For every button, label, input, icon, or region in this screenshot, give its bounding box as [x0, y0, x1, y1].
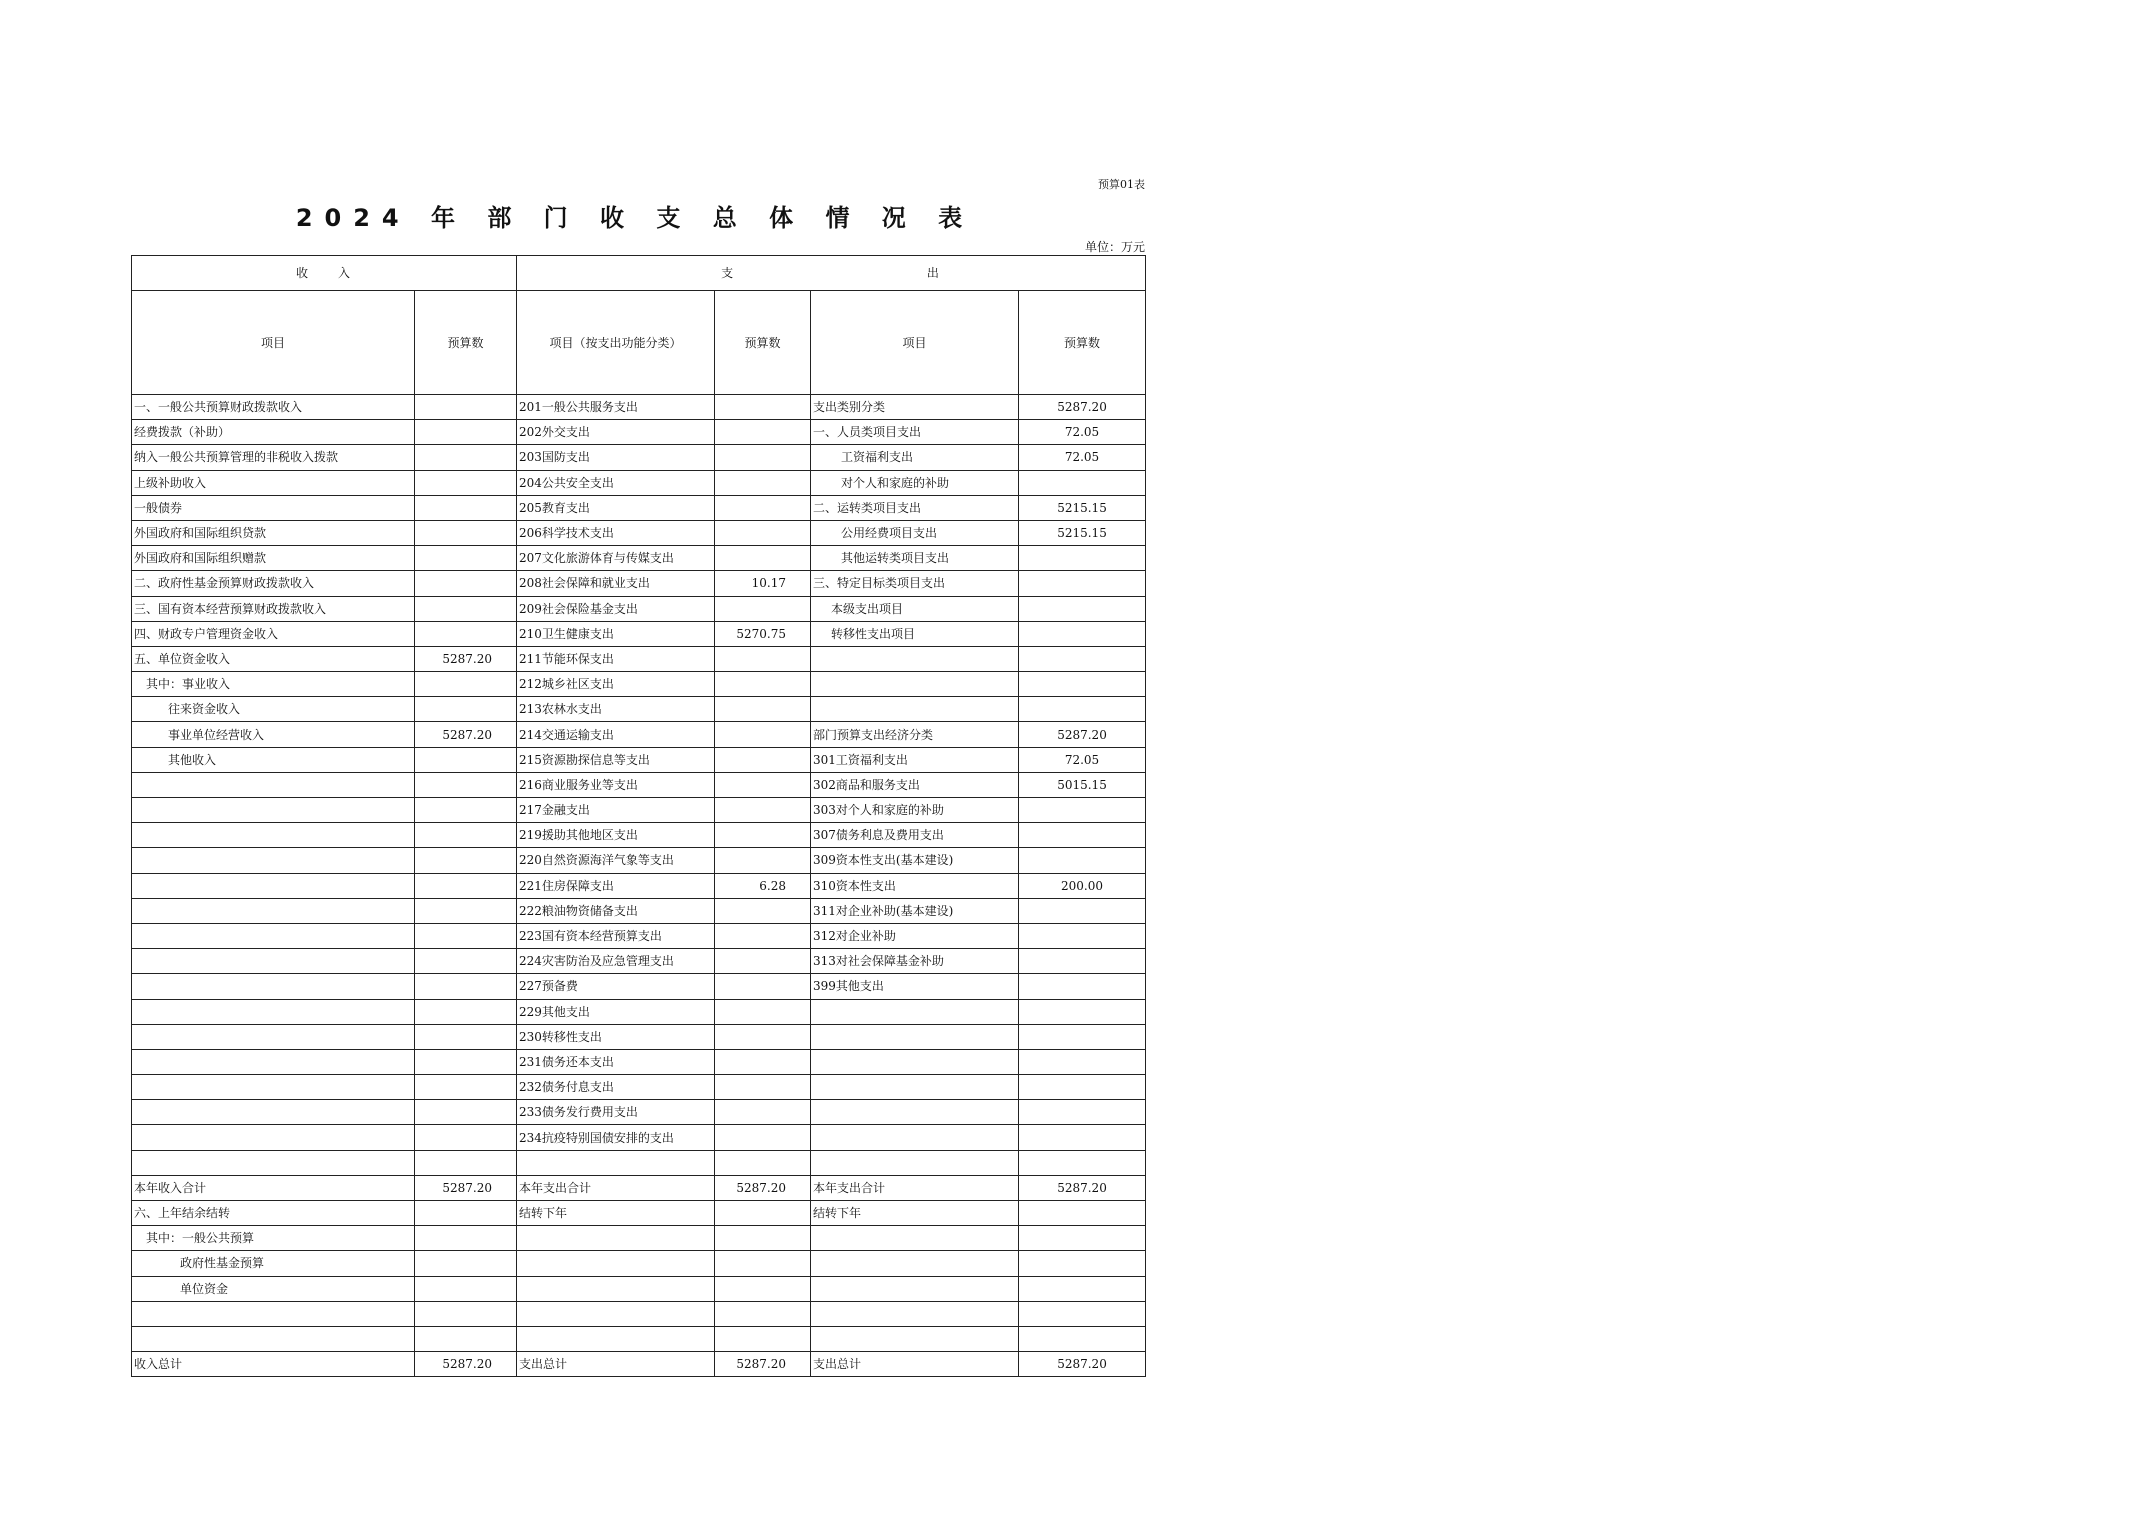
item-cell: 工资福利支出 [811, 445, 1019, 470]
budget-cell [1019, 672, 1146, 697]
unit-label: 单位：万元 [1084, 240, 1145, 254]
budget-cell [415, 747, 517, 772]
budget-cell [1019, 949, 1146, 974]
budget-cell: 5287.20 [415, 722, 517, 747]
budget-cell [415, 1276, 517, 1301]
item-cell: 222粮油物资储备支出 [517, 898, 715, 923]
item-cell: 224灾害防治及应急管理支出 [517, 949, 715, 974]
item-cell: 205教育支出 [517, 495, 715, 520]
item-cell: 207文化旅游体育与传媒支出 [517, 546, 715, 571]
item-cell: 纳入一般公共预算管理的非税收入拨款 [132, 445, 415, 470]
budget-cell [415, 1024, 517, 1049]
item-cell: 227预备费 [517, 974, 715, 999]
expense-header-left: 支 [721, 266, 736, 280]
item-cell [811, 1226, 1019, 1251]
budget-cell [1019, 1301, 1146, 1326]
item-cell: 四、财政专户管理资金收入 [132, 621, 415, 646]
item-cell: 支出总计 [811, 1352, 1019, 1377]
item-cell: 303对个人和家庭的补助 [811, 798, 1019, 823]
budget-cell [715, 1075, 811, 1100]
item-cell: 公用经费项目支出 [811, 520, 1019, 545]
item-cell: 310资本性支出 [811, 873, 1019, 898]
budget-cell: 200.00 [1019, 873, 1146, 898]
budget-cell [415, 1075, 517, 1100]
item-cell [517, 1326, 715, 1351]
budget-cell [1019, 1326, 1146, 1351]
budget-cell [715, 974, 811, 999]
item-cell: 221住房保障支出 [517, 873, 715, 898]
budget-cell [415, 495, 517, 520]
item-cell: 201一般公共服务支出 [517, 395, 715, 420]
item-cell [132, 949, 415, 974]
item-cell: 外国政府和国际组织贷款 [132, 520, 415, 545]
item-cell: 313对社会保障基金补助 [811, 949, 1019, 974]
table-row [132, 823, 1146, 848]
budget-cell [1019, 1100, 1146, 1125]
item-cell [132, 974, 415, 999]
budget-cell [1019, 621, 1146, 646]
budget-cell [715, 1024, 811, 1049]
budget-cell: 5287.20 [1019, 722, 1146, 747]
budget-cell: 72.05 [1019, 747, 1146, 772]
budget-cell [715, 1201, 811, 1226]
budget-cell [1019, 1150, 1146, 1175]
budget-cell [715, 646, 811, 671]
item-cell: 一般债券 [132, 495, 415, 520]
item-cell: 结转下年 [811, 1201, 1019, 1226]
table-row [132, 445, 1146, 470]
budget-cell [715, 470, 811, 495]
budget-cell [1019, 898, 1146, 923]
item-cell: 支出类别分类 [811, 395, 1019, 420]
budget-cell [715, 1125, 811, 1150]
table-row [132, 596, 1146, 621]
budget-cell [715, 1301, 811, 1326]
budget-cell: 5270.75 [715, 621, 811, 646]
table-row [132, 1175, 1146, 1200]
budget-cell [415, 571, 517, 596]
item-cell: 结转下年 [517, 1201, 715, 1226]
budget-cell [715, 898, 811, 923]
item-cell: 206科学技术支出 [517, 520, 715, 545]
item-cell [132, 848, 415, 873]
item-cell: 209社会保险基金支出 [517, 596, 715, 621]
item-cell: 六、上年结余结转 [132, 1201, 415, 1226]
budget-cell [1019, 470, 1146, 495]
item-cell [811, 1049, 1019, 1074]
item-cell [132, 999, 415, 1024]
item-cell [811, 697, 1019, 722]
budget-cell [415, 520, 517, 545]
budget-cell [1019, 848, 1146, 873]
item-cell: 220自然资源海洋气象等支出 [517, 848, 715, 873]
budget-cell [415, 848, 517, 873]
item-cell: 210卫生健康支出 [517, 621, 715, 646]
table-row [132, 697, 1146, 722]
table-code: 预算01表 [1098, 178, 1145, 191]
item-cell: 三、国有资本经营预算财政拨款收入 [132, 596, 415, 621]
item-cell: 二、运转类项目支出 [811, 495, 1019, 520]
budget-cell [415, 823, 517, 848]
table-row [132, 420, 1146, 445]
table-row [132, 1251, 1146, 1276]
item-cell [811, 646, 1019, 671]
budget-table [131, 255, 1146, 1377]
budget-cell [715, 672, 811, 697]
expense-header-right: 出 [926, 266, 941, 280]
item-cell [132, 1049, 415, 1074]
item-cell [811, 999, 1019, 1024]
budget-cell [715, 1326, 811, 1351]
budget-cell: 5287.20 [415, 1352, 517, 1377]
budget-cell [715, 823, 811, 848]
budget-cell [1019, 798, 1146, 823]
item-cell [132, 798, 415, 823]
item-cell: 外国政府和国际组织赠款 [132, 546, 415, 571]
item-cell: 309资本性支出(基本建设) [811, 848, 1019, 873]
budget-cell [415, 873, 517, 898]
col-header-budget: 预算数 [415, 291, 517, 395]
item-cell: 219援助其他地区支出 [517, 823, 715, 848]
budget-cell: 5215.15 [1019, 520, 1146, 545]
item-cell: 本年支出合计 [811, 1175, 1019, 1200]
budget-cell [1019, 1201, 1146, 1226]
table-row [132, 1201, 1146, 1226]
table-row [132, 848, 1146, 873]
budget-cell [715, 1150, 811, 1175]
item-cell [811, 1125, 1019, 1150]
table-row [132, 1125, 1146, 1150]
budget-cell [415, 974, 517, 999]
budget-cell [415, 621, 517, 646]
item-cell: 214交通运输支出 [517, 722, 715, 747]
budget-cell [1019, 646, 1146, 671]
item-cell: 本年收入合计 [132, 1175, 415, 1200]
item-cell: 211节能环保支出 [517, 646, 715, 671]
budget-cell [715, 1100, 811, 1125]
budget-cell [715, 546, 811, 571]
item-cell [811, 1024, 1019, 1049]
item-cell: 202外交支出 [517, 420, 715, 445]
budget-cell [415, 898, 517, 923]
item-cell: 208社会保障和就业支出 [517, 571, 715, 596]
item-cell [132, 923, 415, 948]
item-cell: 单位资金 [132, 1276, 415, 1301]
budget-cell [415, 1125, 517, 1150]
table-row [132, 949, 1146, 974]
table-row [132, 873, 1146, 898]
budget-cell [415, 798, 517, 823]
table-row [132, 1100, 1146, 1125]
table-row [132, 395, 1146, 420]
item-cell: 一、一般公共预算财政拨款收入 [132, 395, 415, 420]
col-header-func-item: 项目（按支出功能分类） [517, 291, 715, 395]
item-cell [811, 1276, 1019, 1301]
item-cell: 五、单位资金收入 [132, 646, 415, 671]
item-cell: 其他运转类项目支出 [811, 546, 1019, 571]
budget-cell [415, 672, 517, 697]
item-cell [132, 1150, 415, 1175]
item-cell: 对个人和家庭的补助 [811, 470, 1019, 495]
budget-cell: 5287.20 [715, 1352, 811, 1377]
budget-cell [415, 999, 517, 1024]
budget-cell [715, 395, 811, 420]
item-cell: 307债务利息及费用支出 [811, 823, 1019, 848]
item-cell: 本年支出合计 [517, 1175, 715, 1200]
table-row [132, 672, 1146, 697]
budget-cell [415, 1201, 517, 1226]
item-cell: 其他收入 [132, 747, 415, 772]
table-row [132, 999, 1146, 1024]
budget-cell [715, 949, 811, 974]
item-cell: 其中：事业收入 [132, 672, 415, 697]
table-row [132, 772, 1146, 797]
item-cell: 一、人员类项目支出 [811, 420, 1019, 445]
item-cell: 215资源勘探信息等支出 [517, 747, 715, 772]
item-cell [132, 1075, 415, 1100]
budget-cell [715, 596, 811, 621]
budget-cell [1019, 823, 1146, 848]
budget-cell [715, 722, 811, 747]
table-row [132, 571, 1146, 596]
budget-cell [1019, 571, 1146, 596]
table-row [132, 1226, 1146, 1251]
table-row [132, 1049, 1146, 1074]
table-row [132, 722, 1146, 747]
col-header-item3: 项目 [811, 291, 1019, 395]
item-cell: 政府性基金预算 [132, 1251, 415, 1276]
table-row [132, 1352, 1146, 1377]
item-cell [811, 1150, 1019, 1175]
table-row [132, 495, 1146, 520]
table-row [132, 546, 1146, 571]
item-cell: 本级支出项目 [811, 596, 1019, 621]
item-cell: 233债务发行费用支出 [517, 1100, 715, 1125]
item-cell: 312对企业补助 [811, 923, 1019, 948]
item-cell: 223国有资本经营预算支出 [517, 923, 715, 948]
budget-cell [415, 1226, 517, 1251]
budget-cell [715, 520, 811, 545]
budget-cell [415, 923, 517, 948]
item-cell [132, 1024, 415, 1049]
item-cell [811, 1075, 1019, 1100]
budget-cell [1019, 1049, 1146, 1074]
item-cell [132, 898, 415, 923]
table-row [132, 1301, 1146, 1326]
table-row [132, 747, 1146, 772]
table-row [132, 621, 1146, 646]
budget-cell [1019, 697, 1146, 722]
budget-cell [715, 923, 811, 948]
item-cell: 收入总计 [132, 1352, 415, 1377]
budget-cell: 5287.20 [1019, 395, 1146, 420]
budget-cell [415, 596, 517, 621]
item-cell [811, 672, 1019, 697]
budget-cell [1019, 546, 1146, 571]
item-cell: 231债务还本支出 [517, 1049, 715, 1074]
item-cell: 上级补助收入 [132, 470, 415, 495]
budget-cell [1019, 1125, 1146, 1150]
item-cell: 212城乡社区支出 [517, 672, 715, 697]
budget-cell [715, 445, 811, 470]
budget-cell [1019, 1024, 1146, 1049]
item-cell: 部门预算支出经济分类 [811, 722, 1019, 747]
item-cell: 其中：一般公共预算 [132, 1226, 415, 1251]
table-row [132, 923, 1146, 948]
item-cell [517, 1150, 715, 1175]
item-cell: 213农林水支出 [517, 697, 715, 722]
table-row [132, 1326, 1146, 1351]
budget-cell [715, 1276, 811, 1301]
item-cell: 232债务付息支出 [517, 1075, 715, 1100]
budget-cell [1019, 923, 1146, 948]
budget-cell [415, 1150, 517, 1175]
budget-cell: 72.05 [1019, 445, 1146, 470]
budget-cell [415, 1049, 517, 1074]
table-row [132, 1276, 1146, 1301]
header-row-2 [132, 291, 1146, 395]
item-cell [811, 1251, 1019, 1276]
item-cell: 支出总计 [517, 1352, 715, 1377]
budget-cell [1019, 1075, 1146, 1100]
budget-cell [715, 798, 811, 823]
budget-cell [715, 1251, 811, 1276]
item-cell [132, 772, 415, 797]
budget-cell [715, 772, 811, 797]
budget-cell: 5287.20 [415, 1175, 517, 1200]
item-cell: 230转移性支出 [517, 1024, 715, 1049]
budget-cell: 6.28 [715, 873, 811, 898]
table-row [132, 798, 1146, 823]
budget-cell [715, 420, 811, 445]
item-cell [132, 1100, 415, 1125]
item-cell: 217金融支出 [517, 798, 715, 823]
item-cell [811, 1100, 1019, 1125]
budget-cell: 10.17 [715, 571, 811, 596]
budget-cell: 5287.20 [1019, 1352, 1146, 1377]
budget-cell [715, 697, 811, 722]
budget-cell [1019, 974, 1146, 999]
income-header: 收 入 [132, 256, 517, 291]
budget-cell [415, 420, 517, 445]
budget-cell [415, 546, 517, 571]
item-cell: 204公共安全支出 [517, 470, 715, 495]
table-row [132, 1024, 1146, 1049]
budget-cell [715, 848, 811, 873]
item-cell [517, 1276, 715, 1301]
budget-cell [1019, 1251, 1146, 1276]
budget-cell: 5215.15 [1019, 495, 1146, 520]
col-header-budget3: 预算数 [1019, 291, 1146, 395]
item-cell: 事业单位经营收入 [132, 722, 415, 747]
item-cell: 229其他支出 [517, 999, 715, 1024]
budget-cell [415, 1301, 517, 1326]
budget-cell [415, 470, 517, 495]
budget-cell: 5287.20 [715, 1175, 811, 1200]
header-row-1 [132, 256, 1146, 291]
item-cell: 301工资福利支出 [811, 747, 1019, 772]
item-cell: 234抗疫特别国债安排的支出 [517, 1125, 715, 1150]
col-header-budget2: 预算数 [715, 291, 811, 395]
item-cell [517, 1301, 715, 1326]
budget-cell [715, 495, 811, 520]
budget-cell [415, 949, 517, 974]
item-cell: 三、特定目标类项目支出 [811, 571, 1019, 596]
item-cell [132, 1125, 415, 1150]
item-cell: 399其他支出 [811, 974, 1019, 999]
budget-cell [415, 1326, 517, 1351]
budget-cell [415, 395, 517, 420]
table-row [132, 1150, 1146, 1175]
item-cell: 302商品和服务支出 [811, 772, 1019, 797]
budget-cell [1019, 999, 1146, 1024]
table-row [132, 520, 1146, 545]
item-cell: 经费拨款（补助） [132, 420, 415, 445]
budget-cell [415, 697, 517, 722]
item-cell: 二、政府性基金预算财政拨款收入 [132, 571, 415, 596]
budget-cell [415, 1251, 517, 1276]
budget-cell [1019, 1226, 1146, 1251]
item-cell [517, 1251, 715, 1276]
item-cell [132, 1326, 415, 1351]
budget-cell [715, 747, 811, 772]
budget-cell [1019, 1276, 1146, 1301]
table-row [132, 898, 1146, 923]
budget-cell: 72.05 [1019, 420, 1146, 445]
expense-header [517, 256, 1146, 291]
item-cell: 216商业服务业等支出 [517, 772, 715, 797]
item-cell [132, 1301, 415, 1326]
budget-cell: 5287.20 [1019, 1175, 1146, 1200]
budget-cell [715, 1226, 811, 1251]
col-header-item: 项目 [132, 291, 415, 395]
budget-cell [1019, 596, 1146, 621]
item-cell [811, 1301, 1019, 1326]
page-title: 2024 年 部 门 收 支 总 体 情 况 表 [295, 204, 975, 232]
budget-cell [415, 1100, 517, 1125]
item-cell: 203国防支出 [517, 445, 715, 470]
table-row [132, 646, 1146, 671]
budget-cell [415, 772, 517, 797]
table-row [132, 470, 1146, 495]
budget-cell [715, 999, 811, 1024]
budget-cell [715, 1049, 811, 1074]
item-cell: 311对企业补助(基本建设) [811, 898, 1019, 923]
table-row [132, 1075, 1146, 1100]
item-cell [132, 873, 415, 898]
item-cell [517, 1226, 715, 1251]
item-cell: 往来资金收入 [132, 697, 415, 722]
item-cell [132, 823, 415, 848]
item-cell: 转移性支出项目 [811, 621, 1019, 646]
budget-cell: 5287.20 [415, 646, 517, 671]
table-row [132, 974, 1146, 999]
item-cell [811, 1326, 1019, 1351]
budget-cell: 5015.15 [1019, 772, 1146, 797]
budget-cell [415, 445, 517, 470]
